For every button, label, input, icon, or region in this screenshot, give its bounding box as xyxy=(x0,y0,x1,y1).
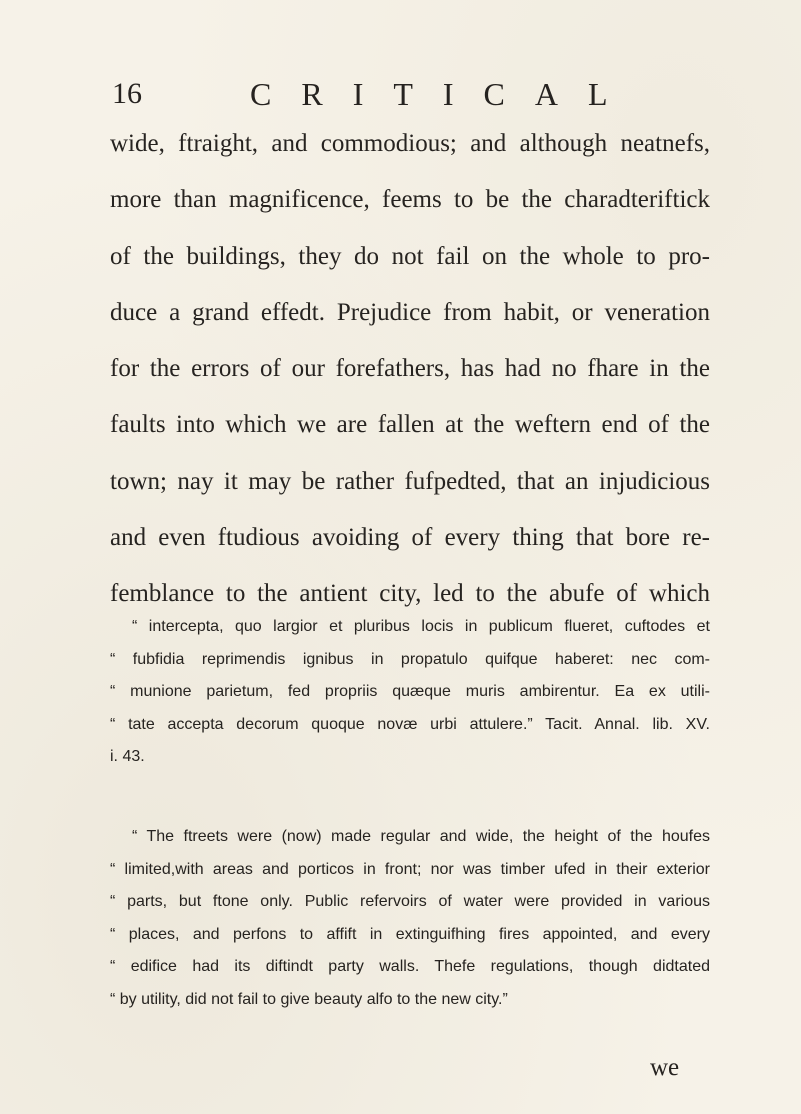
body-line: of the buildings, they do not fail on the whole to pro- xyxy=(110,242,710,270)
catchword: we xyxy=(650,1054,680,1081)
body-line: femblance to the antient city, led to the abufe of which xyxy=(110,580,710,608)
note-line: “ The ftreets were (now) made regular and wide, the height of the houfes xyxy=(132,828,710,845)
body-line: and even ftudious avoiding of every thing that bore re- xyxy=(110,524,710,552)
note-line: “ fubfidia reprimendis ignibus in propatulo quifque haberet: nec com- xyxy=(110,650,710,668)
note-line: “ munione parietum, fed propriis quæque muris ambirentur. Ea ex utili- xyxy=(110,683,710,700)
body-line: for the errors of our forefathers, has had no fhare in the xyxy=(110,355,710,383)
body-text xyxy=(110,116,710,623)
note-line: “ places, and perfons to affift in extinguifhing fires appointed, and every xyxy=(110,925,710,943)
running-head-title: CRITICAL xyxy=(250,76,638,112)
note-line: “ edifice had its diftindt party walls. Thefe regulations, though didtated xyxy=(110,958,710,975)
body-line: faults into which we are fallen at the weftern end of the xyxy=(110,411,710,439)
body-line: wide, ftraight, and commodious; and although neatnefs, xyxy=(110,130,710,157)
body-line: duce a grand effedt. Prejudice from habit, or veneration xyxy=(110,298,710,326)
note-line: “ parts, but ftone only. Public refervoirs of water were provided in various xyxy=(110,893,710,910)
note-line: i. 43. xyxy=(110,748,145,765)
running-head xyxy=(0,74,801,114)
note-line: “ tate accepta decorum quoque novæ urbi attulere.” Tacit. Annal. lib. XV. xyxy=(110,715,710,733)
note-line: “ by utility, did not fail to give beauty alfo to the new city.” xyxy=(110,990,508,1008)
page-number: 16 xyxy=(112,77,142,110)
note-line: “ intercepta, quo largior et pluribus locis in publicum flueret, cuftodes et xyxy=(132,618,710,635)
latin-quotation-note xyxy=(110,611,710,774)
note-line: “ limited,with areas and porticos in front; nor was timber ufed in their exterior xyxy=(110,860,710,878)
body-line: more than magnificence, feems to be the charadteriftick xyxy=(110,186,710,214)
english-translation-note xyxy=(110,821,710,1016)
body-line: town; nay it may be rather fufpedted, that an injudicious xyxy=(110,467,710,495)
